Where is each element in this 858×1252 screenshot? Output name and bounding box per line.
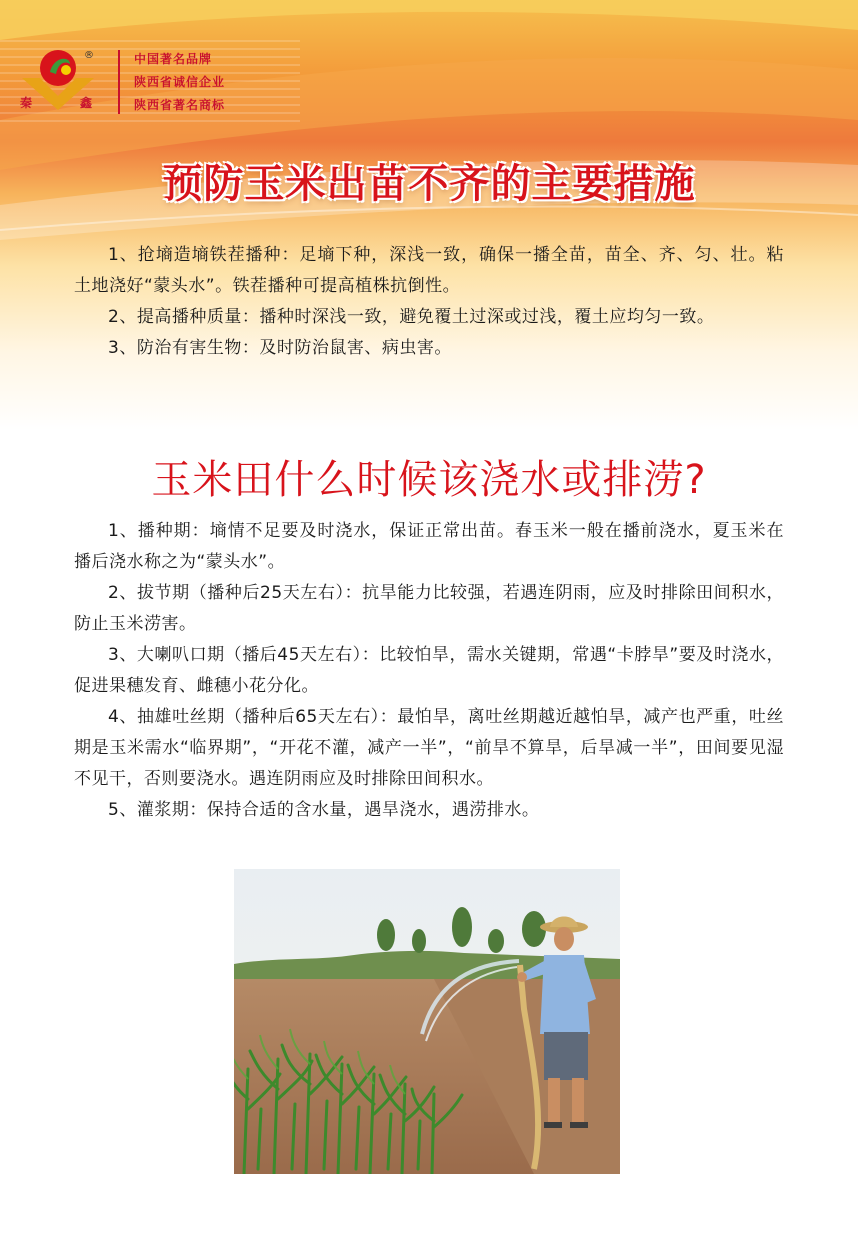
- brand-line-1: 中国著名品牌: [134, 52, 213, 66]
- section2-paragraph-2: 2、拔节期（播种后25天左右）：抗旱能力比较强，若遇连阴雨，应及时排除田间积水，防止玉米涝害。: [74, 583, 784, 634]
- logo-text-right: 鑫: [80, 96, 93, 110]
- brand-credentials: [118, 50, 225, 114]
- registered-mark: ®: [84, 50, 94, 61]
- section1-paragraph-3: 3、防治有害生物：及时防治鼠害、病虫害。: [108, 338, 452, 358]
- section1-paragraph-2: 2、提高播种质量：播种时深浅一致，避免覆土过深或过浅，覆土应均匀一致。: [108, 307, 715, 327]
- section1-title: 预防玉米出苗不齐的主要措施: [162, 161, 696, 207]
- section2-paragraph-1: 1、播种期：墒情不足要及时浇水，保证正常出苗。春玉米一般在播前浇水，夏玉米在播后浇水称之为“蒙头水”。: [74, 521, 784, 572]
- section1-body: [74, 240, 784, 364]
- section2-paragraph-3: 3、大喇叭口期（播后45天左右）：比较怕旱，需水关键期，常遇“卡脖旱”要及时浇水，促进果穗发育、雌穗小花分化。: [74, 645, 784, 696]
- farmer-watering-corn-photo: [234, 869, 620, 1174]
- brand-line-2: 陕西省诚信企业: [134, 75, 226, 89]
- section2-paragraph-4: 4、抽雄吐丝期（播种后65天左右）：最怕旱，离吐丝期越近越怕旱，减产也严重，吐丝期是玉米需水“临界期”，“开花不灌，减产一半”，“前旱不算旱，后旱减一半”，田间要见湿不见干，否则要浇水。遇连阴雨应及时排除田间积水。: [74, 707, 784, 789]
- section1-paragraph-1: 1、抢墒造墒铁茬播种：足墒下种，深浅一致，确保一播全苗，苗全、齐、匀、壮。粘土地浇好“蒙头水”。铁茬播种可提高植株抗倒性。: [74, 245, 784, 296]
- corn-field-illustration: [234, 869, 620, 1174]
- logo-text-left: 秦: [20, 96, 33, 110]
- section2-title: 玉米田什么时候该浇水或排涝?: [151, 457, 707, 503]
- section2-paragraph-5: 5、灌浆期：保持合适的含水量，遇旱浇水，遇涝排水。: [108, 800, 540, 820]
- section2-body: [74, 516, 784, 826]
- brand-line-3: 陕西省著名商标: [134, 98, 226, 112]
